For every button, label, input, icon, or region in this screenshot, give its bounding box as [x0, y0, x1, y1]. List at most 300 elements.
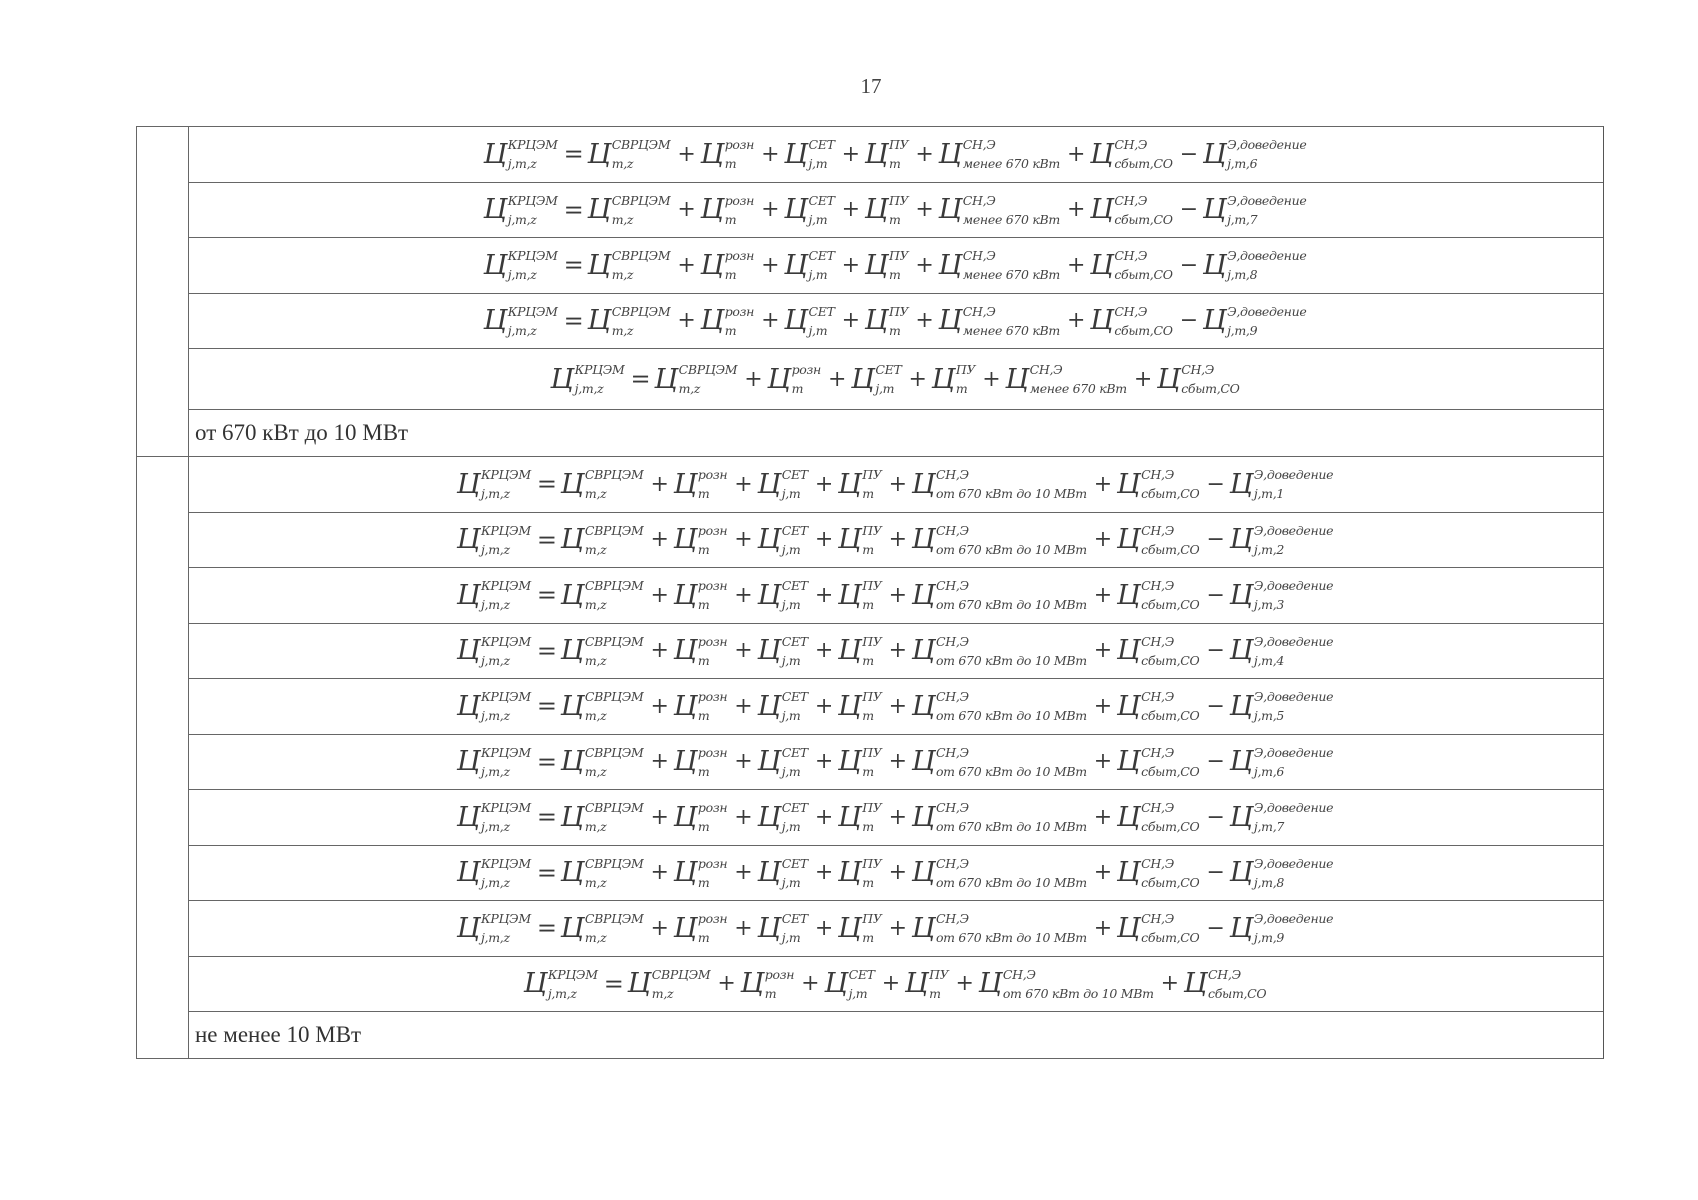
- term-svrcem: [561, 635, 646, 666]
- term-sn: [939, 194, 1062, 225]
- subscript: j,m,z: [480, 819, 510, 835]
- subscript: от 670 кВт до 10 МВт: [1002, 985, 1154, 1001]
- subscript: сбыт,СО: [1114, 267, 1173, 283]
- superscript: ПУ: [889, 192, 909, 208]
- operator: +: [1093, 860, 1112, 886]
- term-set: [784, 305, 836, 336]
- operator: +: [1093, 804, 1112, 830]
- term-sbyt: [1117, 635, 1202, 666]
- price-symbol: Ц: [587, 194, 611, 226]
- price-symbol: Ц: [837, 524, 862, 556]
- superscript: КРЦЭМ: [480, 578, 531, 594]
- superscript: СЕТ: [781, 800, 808, 816]
- price-symbol: Ц: [757, 801, 781, 833]
- operator: +: [650, 638, 669, 664]
- operator: +: [734, 638, 753, 664]
- subscript: j,m: [781, 874, 801, 890]
- price-symbol: Ц: [1116, 801, 1141, 833]
- term-rozn: [674, 524, 730, 555]
- term-rozn: [674, 746, 730, 777]
- superscript: ПУ: [862, 744, 882, 760]
- price-symbol: Ц: [824, 968, 848, 1000]
- term-sbyt: [1184, 968, 1269, 999]
- formula: [524, 968, 1269, 999]
- subscript: m: [791, 381, 804, 396]
- price-symbol: Ц: [837, 912, 862, 944]
- price-symbol: Ц: [560, 635, 584, 667]
- subscript: сбыт,СО: [1141, 541, 1200, 557]
- subscript: m,z: [611, 156, 634, 172]
- price-symbol: Ц: [1229, 468, 1253, 500]
- term-lhs: [457, 635, 533, 666]
- term-lhs: [457, 913, 533, 944]
- term-svrcem: [654, 364, 739, 395]
- operator: +: [734, 693, 753, 719]
- superscript: розн: [697, 911, 728, 927]
- operator: =: [603, 969, 624, 998]
- price-symbol: Ц: [757, 746, 781, 778]
- subscript: m: [724, 267, 737, 283]
- superscript: СЕТ: [808, 192, 835, 208]
- price-symbol: Ц: [700, 249, 724, 281]
- term-sbyt: [1117, 746, 1202, 777]
- superscript: розн: [724, 137, 755, 153]
- term-lhs: [457, 802, 533, 833]
- price-symbol: Ц: [560, 468, 584, 500]
- superscript: СН,Э: [1029, 362, 1063, 377]
- term-lhs: [457, 580, 533, 611]
- price-symbol: Ц: [560, 857, 584, 889]
- superscript: СВРЦЭМ: [584, 744, 644, 760]
- term-dovedenie: [1203, 305, 1309, 336]
- price-symbol: Ц: [864, 138, 889, 170]
- subscript: m,z: [651, 985, 674, 1001]
- formula-row: [189, 679, 1603, 735]
- operator: +: [814, 638, 833, 664]
- operator: +: [650, 804, 669, 830]
- price-symbol: Ц: [673, 912, 697, 944]
- superscript: СВРЦЭМ: [584, 522, 644, 538]
- subscript: от 670 кВт до 10 МВт: [935, 874, 1087, 890]
- term-lhs: [524, 968, 600, 999]
- superscript: ПУ: [889, 248, 909, 264]
- subscript: сбыт,СО: [1141, 708, 1200, 724]
- price-symbol: Ц: [911, 468, 935, 500]
- subscript: от 670 кВт до 10 МВт: [935, 930, 1087, 946]
- operator: +: [761, 308, 780, 334]
- superscript: Э,доведение: [1253, 522, 1334, 538]
- superscript: СВРЦЭМ: [611, 248, 671, 264]
- term-sbyt: [1117, 802, 1202, 833]
- section-heading: от 670 кВт до 10 МВт: [195, 420, 409, 445]
- price-symbol: Ц: [911, 524, 935, 556]
- superscript: СН,Э: [1114, 137, 1148, 153]
- formula: [457, 524, 1336, 555]
- operator: +: [650, 693, 669, 719]
- superscript: Э,доведение: [1253, 467, 1334, 483]
- formula-row: [189, 957, 1603, 1013]
- superscript: Э,доведение: [1253, 689, 1334, 705]
- subscript: сбыт,СО: [1141, 819, 1200, 835]
- formula: [457, 746, 1336, 777]
- formula: [457, 691, 1336, 722]
- term-rozn: [741, 968, 797, 999]
- subscript: m,z: [584, 652, 607, 668]
- price-symbol: Ц: [757, 912, 781, 944]
- price-symbol: Ц: [700, 138, 724, 170]
- price-symbol: Ц: [1090, 194, 1114, 226]
- subscript: m: [862, 486, 874, 502]
- price-symbol: Ц: [627, 968, 651, 1000]
- table-left-column: [137, 127, 189, 1058]
- price-symbol: Ц: [757, 579, 781, 611]
- operator: +: [677, 252, 696, 278]
- superscript: СВРЦЭМ: [584, 855, 644, 871]
- superscript: СН,Э: [935, 744, 969, 760]
- term-lhs: [457, 469, 533, 500]
- formula-row: [189, 183, 1603, 239]
- price-symbol: Ц: [1183, 968, 1208, 1000]
- price-symbol: Ц: [456, 912, 480, 944]
- superscript: СН,Э: [1141, 633, 1174, 649]
- subscript: m: [697, 874, 710, 890]
- term-pu: [838, 469, 884, 500]
- price-symbol: Ц: [1202, 194, 1227, 226]
- superscript: СН,Э: [1181, 362, 1215, 377]
- formula-row: [189, 846, 1603, 902]
- price-symbol: Ц: [673, 857, 697, 889]
- subscript: m: [697, 597, 710, 613]
- superscript: КРЦЭМ: [480, 855, 531, 871]
- operator: +: [744, 366, 763, 392]
- superscript: КРЦЭМ: [480, 744, 531, 760]
- price-symbol: Ц: [864, 249, 889, 281]
- term-set: [784, 250, 836, 281]
- price-symbol: Ц: [911, 690, 935, 722]
- operator: +: [734, 804, 753, 830]
- subscript: m: [929, 985, 941, 1001]
- subscript: j,m,z: [507, 267, 537, 283]
- term-svrcem: [587, 139, 672, 170]
- subscript: m,z: [584, 930, 607, 946]
- term-sn: [979, 968, 1156, 999]
- price-symbol: Ц: [864, 305, 889, 337]
- operator: +: [888, 582, 907, 608]
- superscript: СВРЦЭМ: [678, 362, 738, 377]
- operator: +: [841, 252, 860, 278]
- operator: +: [888, 804, 907, 830]
- subscript: m: [697, 819, 710, 835]
- formula: [484, 194, 1309, 225]
- subscript: от 670 кВт до 10 МВт: [935, 486, 1087, 502]
- term-rozn: [674, 691, 730, 722]
- price-symbol: Ц: [837, 468, 862, 500]
- superscript: СЕТ: [808, 137, 835, 153]
- section-heading-row: [137, 410, 1603, 457]
- price-symbol: Ц: [904, 968, 929, 1000]
- formula-row: [189, 735, 1603, 791]
- subscript: m: [955, 381, 968, 396]
- superscript: СН,Э: [1141, 578, 1174, 594]
- superscript: СН,Э: [935, 689, 969, 705]
- formula: [457, 857, 1336, 888]
- operator: −: [1206, 471, 1225, 497]
- superscript: СН,Э: [935, 800, 969, 816]
- formula: [484, 139, 1309, 170]
- subscript: менее 670 кВт: [962, 322, 1060, 338]
- term-lhs: [484, 250, 560, 281]
- superscript: СЕТ: [875, 362, 902, 377]
- operator: +: [1093, 915, 1112, 941]
- subscript: m: [697, 541, 710, 557]
- price-symbol: Ц: [483, 249, 507, 281]
- price-symbol: Ц: [757, 468, 781, 500]
- price-symbol: Ц: [757, 635, 781, 667]
- subscript: j,m: [808, 322, 828, 338]
- term-pu: [838, 635, 884, 666]
- operator: +: [814, 804, 833, 830]
- superscript: ПУ: [889, 303, 909, 319]
- superscript: розн: [724, 192, 755, 208]
- subscript: сбыт,СО: [1141, 652, 1200, 668]
- term-dovedenie: [1203, 194, 1309, 225]
- superscript: розн: [697, 689, 728, 705]
- superscript: СН,Э: [962, 192, 996, 208]
- price-symbol: Ц: [1229, 857, 1253, 889]
- operator: −: [1206, 582, 1225, 608]
- superscript: СН,Э: [1114, 192, 1148, 208]
- term-svrcem: [561, 524, 646, 555]
- operator: +: [955, 971, 974, 997]
- superscript: СЕТ: [781, 855, 808, 871]
- term-set: [757, 580, 809, 611]
- price-symbol: Ц: [1229, 690, 1253, 722]
- term-rozn: [700, 250, 756, 281]
- term-set: [757, 746, 809, 777]
- term-sbyt: [1117, 524, 1202, 555]
- price-symbol: Ц: [560, 524, 584, 556]
- subscript: сбыт,СО: [1141, 763, 1200, 779]
- subscript: сбыт,СО: [1114, 156, 1173, 172]
- price-symbol: Ц: [1116, 635, 1141, 667]
- term-dovedenie: [1230, 913, 1336, 944]
- operator: =: [536, 692, 557, 721]
- term-pu: [932, 364, 978, 395]
- subscript: j,m,z: [480, 708, 510, 724]
- subscript: m: [889, 156, 901, 172]
- term-rozn: [674, 469, 730, 500]
- term-svrcem: [561, 691, 646, 722]
- operator: +: [761, 252, 780, 278]
- price-symbol: Ц: [1090, 249, 1114, 281]
- operator: +: [814, 693, 833, 719]
- operator: −: [1206, 527, 1225, 553]
- section-heading: не менее 10 МВт: [195, 1022, 362, 1047]
- operator: +: [650, 915, 669, 941]
- term-lhs: [484, 194, 560, 225]
- operator: +: [982, 366, 1001, 392]
- superscript: ПУ: [862, 578, 882, 594]
- term-dovedenie: [1230, 469, 1336, 500]
- formula-row: [189, 513, 1603, 569]
- price-symbol: Ц: [911, 746, 935, 778]
- operator: +: [1066, 252, 1086, 278]
- operator: +: [1093, 527, 1112, 553]
- subscript: j,m: [781, 708, 801, 724]
- subscript: j,m,z: [480, 541, 510, 557]
- subscript: j,m,z: [480, 874, 510, 890]
- superscript: СН,Э: [962, 303, 996, 319]
- operator: =: [536, 914, 557, 943]
- subscript: от 670 кВт до 10 МВт: [935, 708, 1087, 724]
- operator: −: [1206, 749, 1225, 775]
- operator: +: [734, 915, 753, 941]
- price-symbol: Ц: [1116, 468, 1141, 500]
- price-symbol: Ц: [673, 579, 697, 611]
- subscript: j,m: [848, 985, 868, 1001]
- superscript: КРЦЭМ: [480, 689, 531, 705]
- page-number: 17: [860, 74, 882, 98]
- term-sbyt: [1090, 194, 1175, 225]
- formula-row: [189, 901, 1603, 957]
- superscript: СЕТ: [781, 744, 808, 760]
- operator: +: [915, 197, 934, 223]
- subscript: m: [862, 708, 874, 724]
- superscript: СН,Э: [935, 633, 969, 649]
- superscript: розн: [697, 855, 728, 871]
- subscript: m,z: [678, 381, 701, 396]
- subscript: сбыт,СО: [1141, 874, 1200, 890]
- superscript: СЕТ: [781, 578, 808, 594]
- formula-row: [189, 127, 1603, 183]
- operator: =: [563, 140, 584, 169]
- subscript: j,m,7: [1227, 211, 1258, 227]
- price-symbol: Ц: [1202, 138, 1227, 170]
- superscript: ПУ: [955, 362, 976, 377]
- subscript: m: [764, 985, 777, 1001]
- operator: +: [888, 527, 907, 553]
- formula-row: [189, 349, 1603, 410]
- price-symbol: Ц: [837, 579, 862, 611]
- subscript: j,m,2: [1253, 541, 1285, 557]
- subscript: j,m: [781, 930, 801, 946]
- superscript: Э,доведение: [1253, 911, 1334, 927]
- operator: −: [1206, 638, 1225, 664]
- operator: +: [650, 582, 669, 608]
- price-symbol: Ц: [560, 912, 584, 944]
- operator: +: [888, 749, 907, 775]
- subscript: m,z: [584, 541, 607, 557]
- superscript: розн: [724, 248, 755, 264]
- term-lhs: [457, 857, 533, 888]
- subscript: менее 670 кВт: [1029, 381, 1127, 396]
- price-symbol: Ц: [456, 801, 480, 833]
- subscript: m,z: [584, 486, 607, 502]
- subscript: j,m,8: [1227, 267, 1258, 283]
- superscript: розн: [697, 467, 728, 483]
- operator: +: [1160, 971, 1179, 997]
- superscript: СЕТ: [781, 467, 808, 483]
- price-symbol: Ц: [837, 801, 862, 833]
- price-symbol: Ц: [550, 363, 574, 395]
- term-sbyt: [1117, 913, 1202, 944]
- term-sbyt: [1117, 691, 1202, 722]
- term-set: [784, 139, 836, 170]
- term-lhs: [484, 139, 560, 170]
- term-lhs: [457, 746, 533, 777]
- operator: +: [650, 527, 669, 553]
- superscript: СН,Э: [935, 467, 969, 483]
- superscript: Э,доведение: [1253, 578, 1334, 594]
- operator: +: [1133, 366, 1152, 392]
- subscript: m,z: [584, 708, 607, 724]
- superscript: Э,доведение: [1227, 303, 1307, 319]
- price-symbol: Ц: [456, 746, 480, 778]
- superscript: КРЦЭМ: [507, 137, 558, 153]
- subscript: j,m,3: [1253, 597, 1285, 613]
- superscript: СЕТ: [808, 248, 835, 264]
- superscript: розн: [791, 362, 821, 377]
- superscript: ПУ: [862, 689, 882, 705]
- term-pu: [838, 691, 884, 722]
- price-symbol: Ц: [757, 857, 781, 889]
- operator: +: [1093, 638, 1112, 664]
- operator: −: [1206, 860, 1225, 886]
- operator: =: [536, 636, 557, 665]
- operator: +: [915, 141, 934, 167]
- operator: +: [888, 860, 907, 886]
- term-sn: [939, 139, 1062, 170]
- formula-row: [189, 294, 1603, 350]
- term-svrcem: [561, 913, 646, 944]
- price-symbol: Ц: [483, 305, 507, 337]
- price-symbol: Ц: [1090, 305, 1114, 337]
- superscript: ПУ: [889, 137, 909, 153]
- superscript: ПУ: [862, 800, 882, 816]
- subscript: m: [862, 652, 874, 668]
- term-lhs: [550, 364, 626, 395]
- subscript: m: [724, 156, 737, 172]
- subscript: сбыт,СО: [1208, 985, 1267, 1001]
- term-sn: [912, 857, 1089, 888]
- superscript: Э,доведение: [1253, 800, 1334, 816]
- price-symbol: Ц: [911, 635, 935, 667]
- term-set: [757, 857, 809, 888]
- price-symbol: Ц: [851, 363, 875, 395]
- price-symbol: Ц: [483, 138, 507, 170]
- operator: +: [888, 638, 907, 664]
- term-svrcem: [628, 968, 713, 999]
- price-symbol: Ц: [560, 746, 584, 778]
- price-symbol: Ц: [1116, 857, 1141, 889]
- subscript: j,m: [808, 267, 828, 283]
- term-sn: [1005, 364, 1128, 395]
- operator: =: [536, 858, 557, 887]
- price-symbol: Ц: [560, 579, 584, 611]
- price-symbol: Ц: [654, 363, 678, 395]
- operator: +: [677, 197, 696, 223]
- price-symbol: Ц: [456, 857, 480, 889]
- operator: +: [841, 141, 860, 167]
- term-rozn: [767, 364, 823, 395]
- superscript: СЕТ: [781, 522, 808, 538]
- operator: =: [630, 365, 651, 393]
- superscript: КРЦЭМ: [507, 248, 558, 264]
- subscript: j,m,6: [1227, 156, 1258, 172]
- superscript: ПУ: [862, 911, 882, 927]
- operator: +: [1093, 693, 1112, 719]
- superscript: КРЦЭМ: [480, 633, 531, 649]
